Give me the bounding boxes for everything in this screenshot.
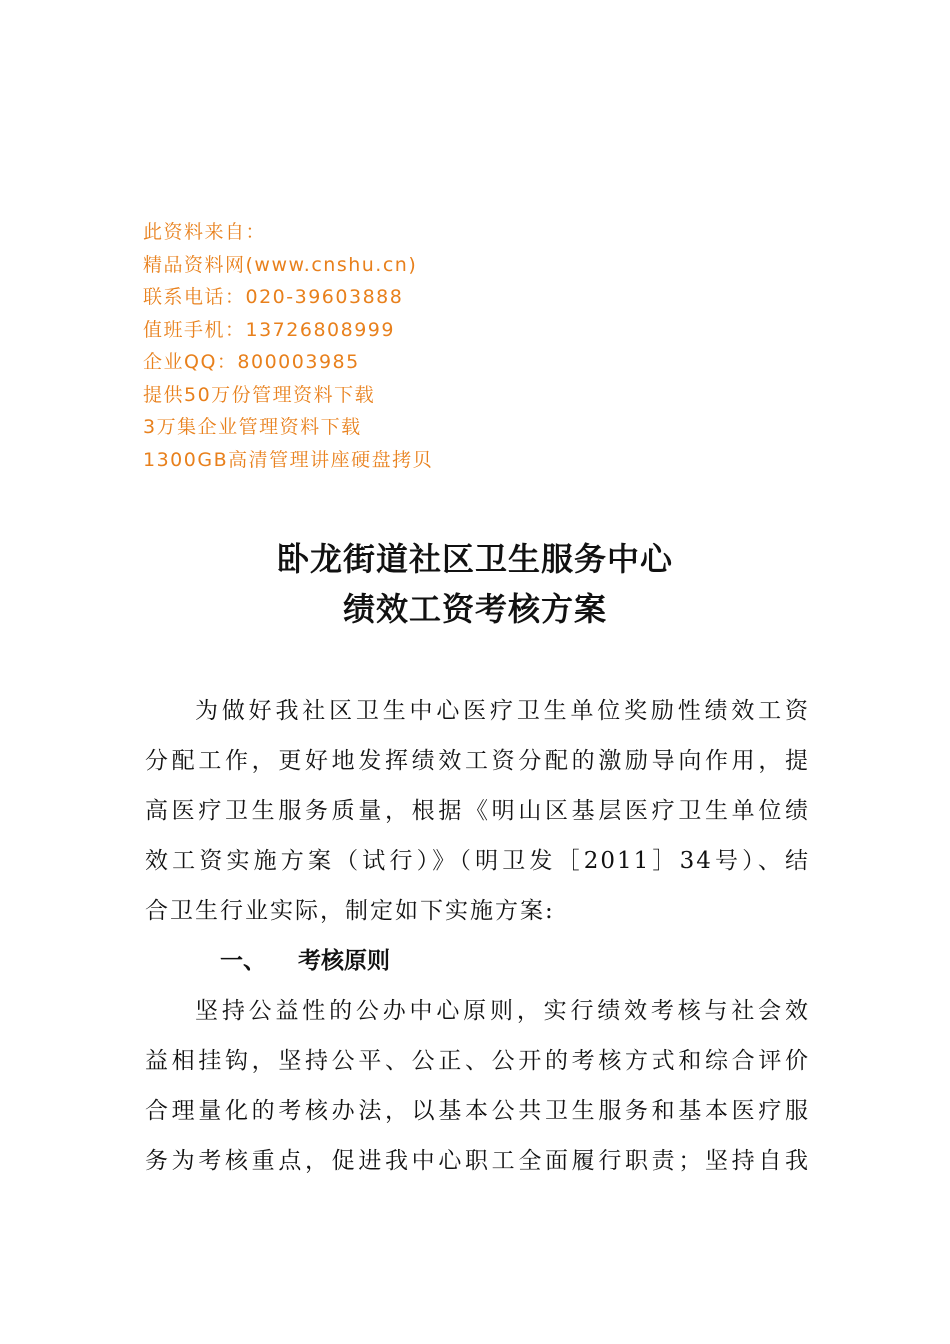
source-line-offer-3: 1300GB高清管理讲座硬盘拷贝: [143, 448, 434, 471]
intro-line: 为做好我社区卫生中心医疗卫生单位奖励性绩效工资: [195, 698, 810, 724]
title-line-2: 绩效工资考核方案: [342, 590, 607, 628]
title-line-1: 卧龙街道社区卫生服务中心: [276, 540, 673, 578]
source-line-offer-2: 3万集企业管理资料下载: [143, 416, 362, 438]
intro-line: 合卫生行业实际，制定如下实施方案:: [145, 898, 555, 924]
intro-line: 效工资实施方案（试行）》（明卫发［2011］34号）、结: [145, 848, 810, 874]
source-line-offer-1: 提供50万份管理资料下载: [143, 383, 376, 406]
intro-line: 高医疗卫生服务质量，根据《明山区基层医疗卫生单位绩: [145, 798, 810, 824]
section-1-heading: [145, 936, 810, 986]
section-1-line: 坚持公益性的公办中心原则，实行绩效考核与社会效: [195, 998, 810, 1024]
section-1-number: 一、: [220, 948, 266, 974]
section-1-line: 务为考核重点，促进我中心职工全面履行职责；坚持自我: [145, 1148, 810, 1174]
source-line-header: 此资料来自：: [143, 221, 267, 243]
section-1-line: 合理量化的考核办法，以基本公共卫生服务和基本医疗服: [145, 1098, 810, 1124]
source-line-mobile: 值班手机：13726808999: [143, 318, 395, 341]
section-1-title: 考核原则: [298, 948, 390, 974]
section-1-line: 益相挂钩，坚持公平、公正、公开的考核方式和综合评价: [145, 1048, 810, 1074]
intro-line: 分配工作，更好地发挥绩效工资分配的激励导向作用，提: [145, 748, 810, 774]
source-line-phone: 联系电话：020-39603888: [143, 286, 404, 308]
source-line-qq: 企业QQ：800003985: [143, 351, 360, 373]
source-line-website: 精品资料网(www.cnshu.cn): [143, 253, 418, 276]
document-title: [0, 534, 950, 634]
source-info-block: [143, 216, 703, 476]
document-body: [145, 686, 810, 1186]
